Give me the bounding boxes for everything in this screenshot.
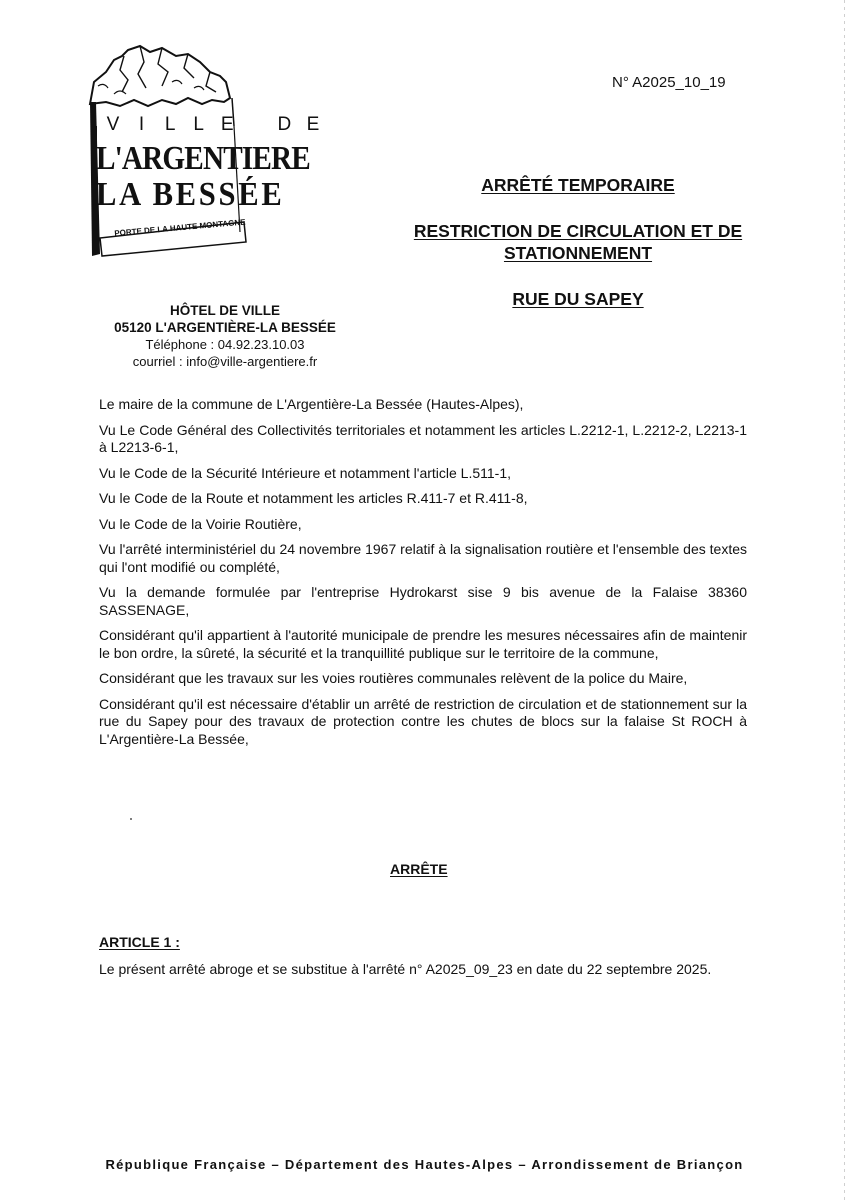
town-hall-address [80,302,370,370]
logo-letter: V [106,114,120,135]
preamble-paragraph: Vu l'arrêté interministériel du 24 novembre 1967 relatif à la signalisation routière et l'ensemble des textes qui l'ont modifié ou complété, [99,541,747,575]
logo-ville-de [104,114,322,136]
logo-tagline: PORTE DE LA HAUTE MONTAGNE [114,217,246,238]
preamble-paragraph: Vu le Code de la Voirie Routière, [99,515,302,532]
preamble-paragraph: Considérant qu'il est nécessaire d'établir un arrêté de restriction de circulation et de stationnement sur la rue du Sapey pour des travaux de protection contre les chutes de blocs sur la falaise St ROCH à L'Argentière-La Bessée, [99,695,747,747]
title-restriction: RESTRICTION DE CIRCULATION ET DE STATIONNEMENT [413,221,743,263]
preamble-paragraph: Considérant que les travaux sur les voies routières communales relèvent de la police du Maire, [99,670,688,686]
logo-letter: D [277,114,292,135]
page-footer: République Française – Département des Hautes-Alpes – Arrondissement de Briançon [105,1157,744,1172]
address-phone: Téléphone : 04.92.23.10.03 [145,337,305,352]
preamble-paragraph: Vu le Code de la Route et notamment les articles R.411-7 et R.411-8, [99,490,528,506]
logo-town-name-line1: L'ARGENTIERE [96,140,310,177]
logo-letter [247,114,265,136]
address-email: courriel : info@ville-argentiere.fr [132,354,318,369]
preamble-paragraph: Le maire de la commune de L'Argentière-La Bessée (Hautes-Alpes), [99,396,524,412]
logo-town-name-line2: LA BESSÉE [96,176,285,213]
article-1-title: ARTICLE 1 : [99,934,180,950]
scan-edge-line [844,0,845,1200]
title-street: RUE DU SAPEY [512,289,644,309]
title-temporary-decree: ARRÊTÉ TEMPORAIRE [481,175,675,195]
address-line2: 05120 L'ARGENTIÈRE-LA BESSÉE [114,320,336,335]
decree-heading: ARRÊTE [390,861,448,877]
logo-letter: I [138,114,145,135]
preamble-paragraph: Considérant qu'il appartient à l'autorité municipale de prendre les mesures nécessaires afin de maintenir le bon ordre, la sûreté, la sécurité et la tranquillité publique sur le territoire de la commune, [99,627,747,661]
preamble-paragraph: Vu la demande formulée par l'entreprise Hydrokarst sise 9 bis avenue de la Falaise 38360 SASSENAGE, [99,584,747,618]
scan-speck [130,818,132,820]
logo-letter: L [164,114,176,135]
address-line1: HÔTEL DE VILLE [169,303,280,318]
logo-letter: E [220,114,234,135]
town-logo [84,42,330,264]
logo-letter: L [193,114,204,135]
preamble-paragraph: Vu le Code de la Sécurité Intérieure et notamment l'article L.511-1, [99,464,512,481]
decree-preamble [99,396,747,756]
logo-letter: E [306,114,320,135]
decree-titles [390,174,766,310]
article-1-text: Le présent arrêté abroge et se substitue à l'arrêté n° A2025_09_23 en date du 22 septembre 2025. [99,961,712,977]
decree-reference-number: N° A2025_10_19 [612,74,726,91]
preamble-paragraph: Vu Le Code Général des Collectivités territoriales et notamment les articles L.2212-1, L.2212-2, L2213-1 à L2213-6-1, [99,421,747,455]
